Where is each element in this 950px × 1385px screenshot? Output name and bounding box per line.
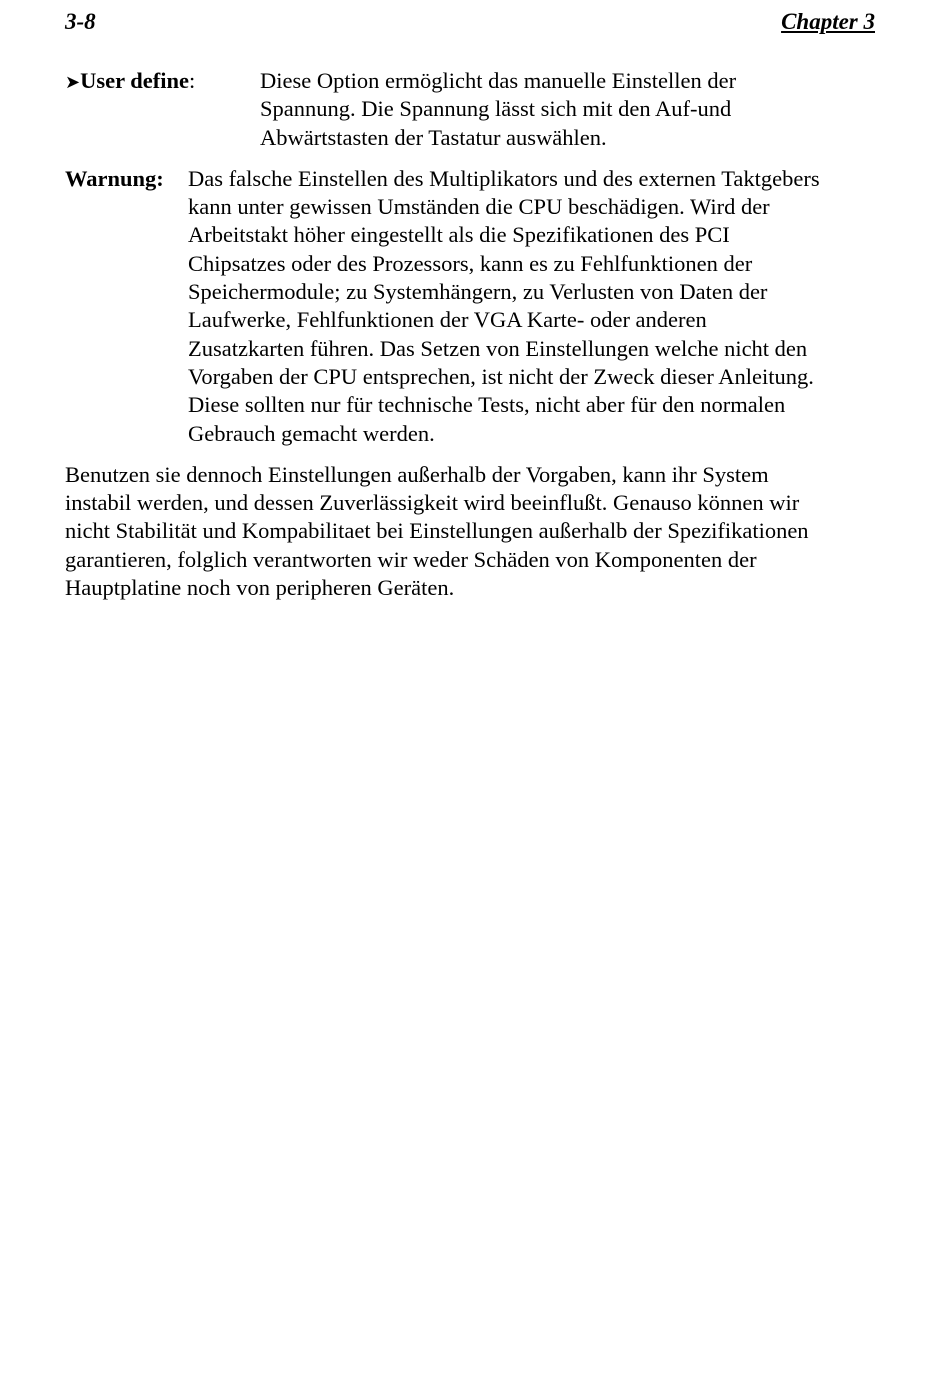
text-line: Gebrauch gemacht werden. [188,420,435,446]
text-line: instabil werden, und dessen Zuverlässigkeit wird beeinflußt. Genauso können wir [65,490,800,516]
definition-term [65,67,260,152]
page-number: 3-8 [65,9,96,34]
text-line: Chipsatzes oder des Prozessors, kann es zu Fehlfunktionen der [188,250,753,276]
text-line: Hauptplatine noch von peripheren Geräten. [65,575,455,601]
text-line: nicht Stabilität und Kompabilitaet bei Einstellungen außerhalb der Spezifikationen [65,518,809,544]
warning-label: Warnung: [65,165,164,191]
document-page [65,8,875,602]
text-line: Zusatzkarten führen. Das Setzen von Einstellungen welche nicht den [188,335,808,361]
chapter-title: Chapter 3 [781,9,875,34]
warning-text [188,165,875,448]
text-line: Diese sollten nur für technische Tests, nicht aber für den normalen [188,392,786,418]
text-line: kann unter gewissen Umständen die CPU beschädigen. Wird der [188,194,770,220]
definition-item [65,67,875,152]
text-line: Vorgaben der CPU entsprechen, ist nicht der Zweck dieser Anleitung. [188,363,814,389]
warning-block [65,165,875,448]
definition-term-label: User define [80,68,190,93]
definition-colon: : [189,68,196,93]
text-line: Arbeitstakt höher eingestellt als die Spezifikationen des PCI [188,222,730,248]
text-line: Diese Option ermöglicht das manuelle Einstellen der [260,68,737,93]
text-line: Spannung. Die Spannung lässt sich mit den Auf-und [260,96,732,122]
text-line: Laufwerke, Fehlfunktionen der VGA Karte- oder anderen [188,307,707,333]
page-header [65,8,875,40]
text-line: Benutzen sie dennoch Einstellungen außerhalb der Vorgaben, kann ihr System [65,461,769,487]
text-line: garantieren, folglich verantworten wir weder Schäden von Komponenten der [65,546,757,572]
text-line: Speichermodule; zu Systemhängern, zu Verlusten von Daten der [188,279,768,305]
definition-description [260,67,875,152]
arrow-bullet-icon: ➤ [65,72,81,93]
text-line: Das falsche Einstellen des Multiplikators und des externen Taktgebers [188,165,820,191]
text-line: Abwärtstasten der Tastatur auswählen. [260,124,607,150]
body-paragraph [65,461,875,602]
